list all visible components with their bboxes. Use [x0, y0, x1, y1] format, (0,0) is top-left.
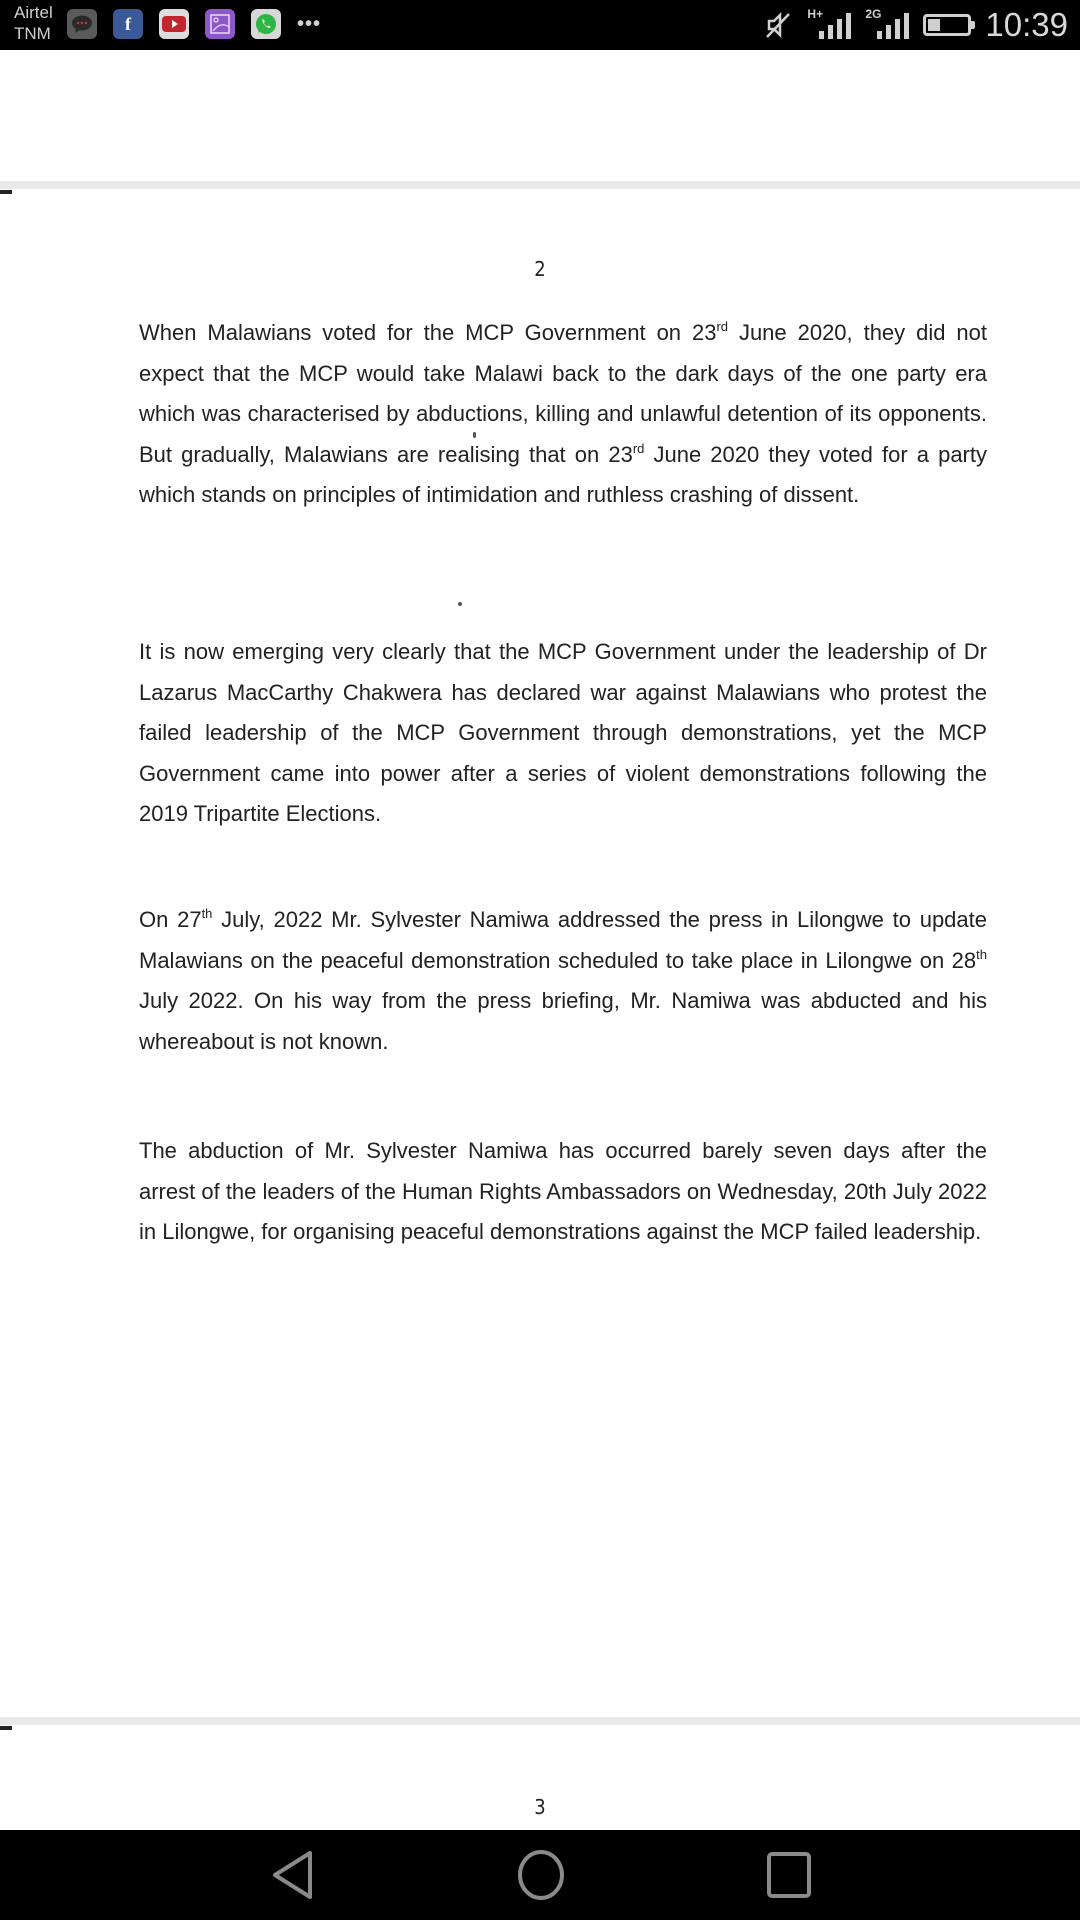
battery-icon: [923, 14, 971, 36]
signal-strength-sim1-icon: [807, 7, 851, 39]
page-separator: [0, 181, 1080, 189]
scan-artifact: [473, 432, 476, 438]
recents-icon: [766, 1851, 812, 1899]
message-icon: [67, 9, 97, 39]
clock: 10:39: [985, 6, 1068, 43]
paragraph-1: When Malawians voted for the MCP Government on 23rd June 2020, they did not expect that the MCP would take Malawi back to the dark days of the one party era which was characterised by abductions, killing and unlawful detention of its opponents. But gradually, Malawians are realising that on 23rd June 2020 they voted for a party which stands on principles of intimidation and ruthless crashing of dissent.: [139, 319, 987, 507]
network-type-label: 2G: [865, 7, 882, 21]
scan-artifact: [458, 602, 462, 606]
whatsapp-icon: [251, 9, 281, 39]
back-icon: [270, 1850, 316, 1900]
recents-button[interactable]: [729, 1830, 849, 1920]
vibrate-off-icon: [763, 10, 793, 40]
home-icon: [516, 1849, 566, 1901]
signal-strength-sim2-icon: [865, 7, 909, 39]
system-icons: [763, 0, 1068, 50]
network-type-label: H+: [807, 7, 824, 21]
paragraph-3: On 27th July, 2022 Mr. Sylvester Namiwa addressed the press in Lilongwe to update Malawians on the peaceful demonstration scheduled to take place in Lilongwe on 28th July 2022. On his way from the press briefing, Mr. Namiwa was abducted and his whereabout is not known.: [139, 906, 987, 1054]
facebook-icon: f: [113, 9, 143, 39]
page-number: 3: [534, 1795, 546, 1819]
back-button[interactable]: [233, 1830, 353, 1920]
carrier-name-secondary: TNM: [14, 24, 51, 43]
carrier-name: Airtel: [14, 3, 53, 22]
status-bar: [0, 0, 1080, 50]
page-separator: [0, 1717, 1080, 1725]
gallery-icon: [205, 9, 235, 39]
carrier-label: [14, 2, 53, 44]
home-button[interactable]: [481, 1830, 601, 1920]
page-number: 2: [534, 257, 546, 281]
scroll-position-marker: [0, 1726, 12, 1730]
paragraph-2: It is now emerging very clearly that the MCP Government under the leadership of Dr Lazarus MacCarthy Chakwera has declared war against Malawians who protest the failed leadership of the MCP Government through demonstrations, yet the MCP Government came into power after a series of violent demonstrations following the 2019 Tripartite Elections.: [139, 639, 987, 826]
scroll-position-marker: [0, 190, 12, 194]
notification-icons: [67, 9, 321, 39]
more-notifications-indicator: •••: [297, 13, 322, 35]
youtube-icon: [159, 9, 189, 39]
paragraph-4: The abduction of Mr. Sylvester Namiwa has occurred barely seven days after the arrest of the leaders of the Human Rights Ambassadors on Wednesday, 20th July 2022 in Lilongwe, for organising peaceful demonstrations against the MCP failed leadership.: [139, 1138, 987, 1244]
